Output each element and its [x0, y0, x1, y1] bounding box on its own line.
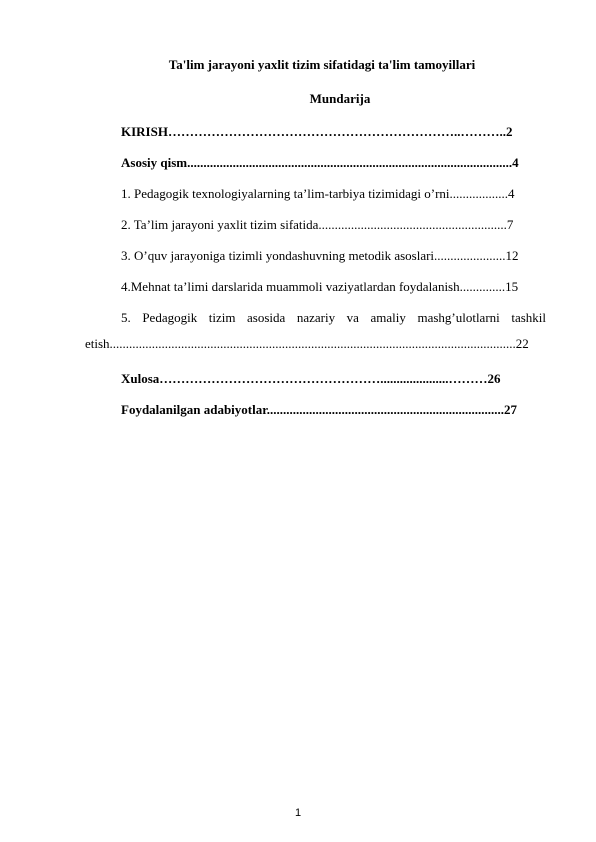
toc-entry-xulosa: Xulosa…………………………………………….....................………26 [121, 371, 501, 386]
toc-entry-2: 2. Ta’lim jarayoni yaxlit tizim sifatida..........................................................7 [121, 217, 514, 232]
toc-entry-4: 4.Mehnat ta’limi darslarida muammoli vaziyatlardan foydalanish..............15 [121, 279, 519, 294]
toc-entry-adabiyotlar: Foydalanilgan adabiyotlar.........................................................................27 [121, 402, 518, 417]
document-title: Ta'lim jarayoni yaxlit tizim sifatidagi ta'lim tamoyillari [168, 57, 476, 72]
toc-entry-5 [85, 310, 546, 352]
toc-entry-asosiy-qism: Asosiy qism....................................................................................................4 [121, 155, 519, 170]
page-number: 1 [294, 807, 302, 819]
toc-entry-5-line2: etish.............................................................................................................................22 [85, 336, 529, 351]
toc-entry-1: 1. Pedagogik texnologiyalarning ta’lim-tarbiya tizimidagi o’rni..................4 [121, 186, 515, 201]
toc-entry-5-line1: 5. Pedagogik tizim asosida nazariy va amaliy mashg’ulotlarni tashkil [121, 310, 546, 325]
document-subtitle: Mundarija [309, 91, 371, 106]
toc-entry-kirish: KIRISH…………………………………………………………..………..2 [121, 124, 513, 139]
toc-entry-3: 3. O’quv jarayoniga tizimli yondashuvning metodik asoslari......................12 [121, 248, 519, 263]
